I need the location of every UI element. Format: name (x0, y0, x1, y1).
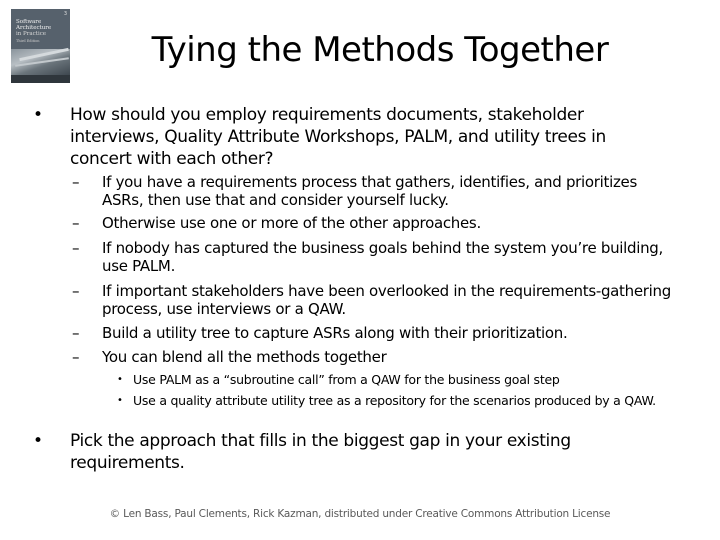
bullet-level2 (72, 282, 682, 318)
bullet-level2 (72, 214, 682, 232)
cover-footer-band (11, 75, 70, 83)
bullet-level2 (72, 324, 682, 342)
cover-title-line: Third Edition (16, 39, 40, 43)
book-cover-image (11, 9, 70, 83)
cover-title-line: in Practice (16, 31, 47, 37)
bullet-level2 (72, 239, 682, 275)
bullet-text: Use a quality attribute utility tree as a repository for the scenarios produced by a QAW. (133, 393, 656, 408)
bullet-text: Otherwise use one or more of the other approaches. (102, 214, 481, 232)
cover-title-line: Software (16, 19, 42, 25)
bullet-level3 (117, 393, 678, 409)
bullet-marker: • (117, 395, 123, 406)
bullet-marker: • (33, 105, 43, 125)
bullet-marker: – (72, 348, 80, 366)
slide-title: Tying the Methods Together (151, 30, 609, 70)
bullet-text: Build a utility tree to capture ASRs along with their prioritization. (102, 324, 568, 342)
bullet-text: Use PALM as a “subroutine call” from a QAW for the business goal step (133, 372, 560, 387)
cover-edition-mark: 3 (63, 11, 67, 17)
bullet-level1 (33, 104, 670, 170)
bullet-text: If nobody has captured the business goals behind the system you’re building, use PALM. (102, 239, 663, 275)
bullet-level2 (72, 173, 682, 209)
bullet-marker: – (72, 239, 80, 257)
bullet-marker: • (33, 431, 43, 451)
bullet-level3 (117, 372, 678, 388)
bullet-marker: – (72, 324, 80, 342)
cover-title-line: Architecture (16, 25, 52, 31)
bullet-text: If important stakeholders have been overlooked in the requirements-gathering process, use interviews or a QAW. (102, 282, 671, 318)
bullet-level2 (72, 348, 682, 366)
bullet-text: You can blend all the methods together (102, 348, 387, 366)
bullet-marker: • (117, 374, 123, 385)
bullet-level1 (33, 430, 670, 474)
copyright-footer: © Len Bass, Paul Clements, Rick Kazman, distributed under Creative Commons Attribution License (109, 508, 611, 520)
bullet-text: How should you employ requirements documents, stakeholder interviews, Quality Attribute Workshops, PALM, and utility trees in concert with each other? (70, 105, 606, 169)
bullet-text: If you have a requirements process that gathers, identifies, and prioritizes ASRs, then use that and consider yourself lucky. (102, 173, 637, 209)
bullet-marker: – (72, 282, 80, 300)
bullet-marker: – (72, 214, 80, 232)
bullet-text: Pick the approach that fills in the biggest gap in your existing requirements. (70, 431, 571, 473)
bullet-marker: – (72, 173, 80, 191)
